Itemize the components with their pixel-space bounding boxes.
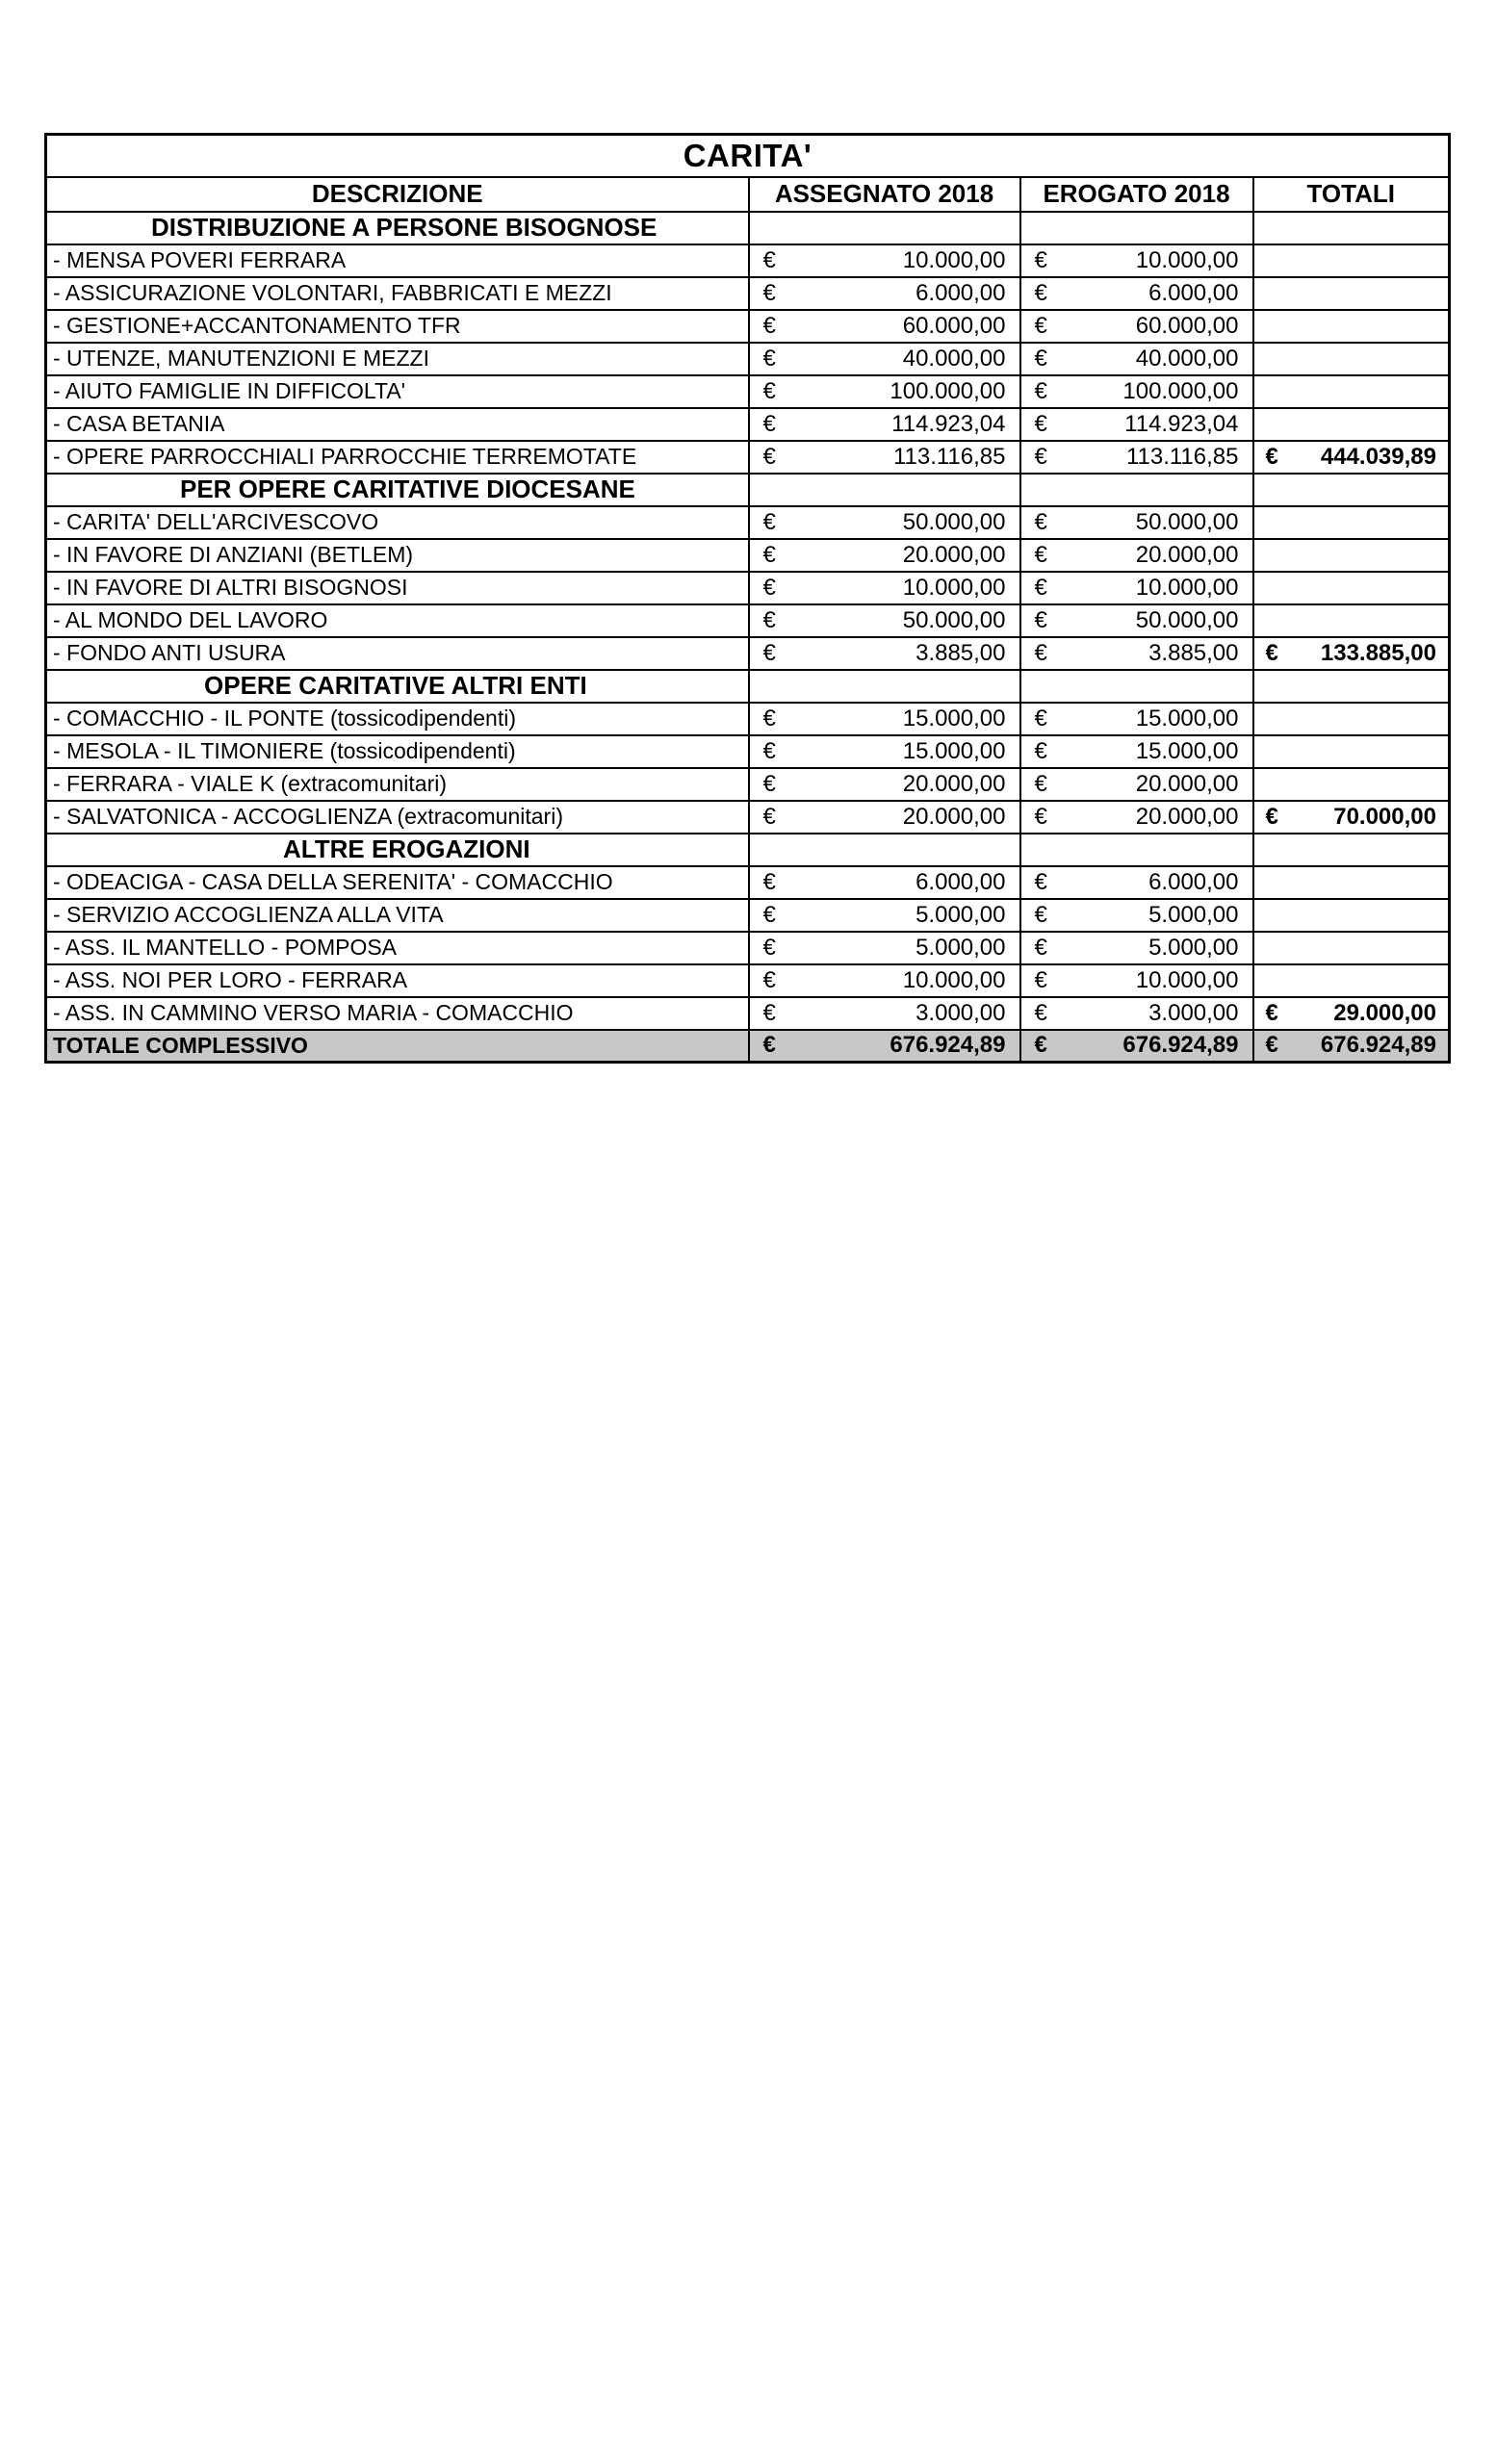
- carita-table: [44, 133, 1451, 1064]
- currency-symbol: €: [762, 541, 776, 568]
- amount: 3.000,00: [916, 999, 1006, 1026]
- carita-table-body: [46, 135, 1450, 1063]
- row-description: - ASS. IL MANTELLO - POMPOSA: [46, 932, 749, 964]
- assegnato-cell-value: [750, 280, 1019, 307]
- assegnato-cell-value: [750, 902, 1019, 929]
- erogato-cell: [1020, 997, 1253, 1030]
- currency-symbol: €: [1034, 639, 1047, 666]
- currency-symbol: €: [1034, 606, 1047, 633]
- grand-erogato-cell: [1020, 1030, 1253, 1063]
- assegnato-cell: [749, 408, 1020, 441]
- currency-symbol: €: [762, 901, 776, 928]
- table-row: [46, 375, 1450, 408]
- totale-cell: [1253, 703, 1450, 735]
- title-row: [46, 135, 1450, 177]
- header-erogato: EROGATO 2018: [1020, 177, 1253, 212]
- amount: 5.000,00: [916, 934, 1006, 961]
- assegnato-cell-value: [750, 935, 1019, 962]
- assegnato-cell-value: [750, 607, 1019, 634]
- table-row: [46, 801, 1450, 834]
- amount: 113.116,85: [1125, 443, 1239, 470]
- row-description: - FONDO ANTI USURA: [46, 637, 749, 670]
- row-description: - MESOLA - IL TIMONIERE (tossicodipendenti): [46, 735, 749, 768]
- row-description: - GESTIONE+ACCANTONAMENTO TFR: [46, 310, 749, 343]
- erogato-cell-value: [1021, 1000, 1252, 1027]
- erogato-cell-value: [1021, 444, 1252, 471]
- totale-cell: [1253, 637, 1450, 670]
- assegnato-cell-value: [750, 706, 1019, 732]
- currency-symbol: €: [762, 639, 776, 666]
- currency-symbol: €: [1265, 1032, 1278, 1059]
- row-description: - SERVIZIO ACCOGLIENZA ALLA VITA: [46, 899, 749, 932]
- row-description: - CARITA' DELL'ARCIVESCOVO: [46, 506, 749, 539]
- amount: 50.000,00: [1135, 508, 1239, 535]
- assegnato-cell: [749, 735, 1020, 768]
- section-heading-row: [46, 474, 1450, 506]
- currency-symbol: €: [762, 345, 776, 372]
- currency-symbol: €: [1034, 705, 1047, 732]
- erogato-cell-value: [1021, 902, 1252, 929]
- assegnato-cell-value: [750, 346, 1019, 372]
- row-description: - AIUTO FAMIGLIE IN DIFFICOLTA': [46, 375, 749, 408]
- amount: 6.000,00: [1148, 279, 1239, 306]
- erogato-cell-value: [1021, 509, 1252, 536]
- erogato-cell-value: [1021, 575, 1252, 602]
- totale-cell: [1253, 310, 1450, 343]
- amount: 20.000,00: [1135, 541, 1239, 568]
- totale-cell: [1253, 244, 1450, 277]
- currency-symbol: €: [1034, 345, 1047, 372]
- table-row: [46, 637, 1450, 670]
- amount: 60.000,00: [1135, 312, 1239, 339]
- assegnato-cell-value: [750, 869, 1019, 896]
- empty-cell: [749, 212, 1020, 244]
- amount: 20.000,00: [902, 770, 1006, 797]
- currency-symbol: €: [762, 737, 776, 764]
- erogato-cell: [1020, 408, 1253, 441]
- erogato-cell: [1020, 572, 1253, 604]
- totale-cell: [1253, 277, 1450, 310]
- amount: 60.000,00: [902, 312, 1006, 339]
- empty-cell: [1253, 834, 1450, 866]
- amount: 133.885,00: [1320, 639, 1436, 666]
- currency-symbol: €: [762, 443, 776, 470]
- table-row: [46, 539, 1450, 572]
- assegnato-cell: [749, 964, 1020, 997]
- amount: 10.000,00: [1135, 246, 1239, 273]
- assegnato-cell: [749, 539, 1020, 572]
- section-heading: ALTRE EROGAZIONI: [46, 834, 749, 866]
- assegnato-cell: [749, 997, 1020, 1030]
- table-row: [46, 244, 1450, 277]
- assegnato-cell-value: [750, 738, 1019, 765]
- assegnato-cell-value: [750, 411, 1019, 438]
- erogato-cell-value: [1021, 411, 1252, 438]
- header-assegnato: ASSEGNATO 2018: [749, 177, 1020, 212]
- totale-cell: [1253, 899, 1450, 932]
- erogato-cell-value: [1021, 346, 1252, 372]
- currency-symbol: €: [1034, 1032, 1047, 1059]
- erogato-cell-value: [1021, 280, 1252, 307]
- table-row: [46, 866, 1450, 899]
- erogato-cell: [1020, 441, 1253, 474]
- row-description: - FERRARA - VIALE K (extracomunitari): [46, 768, 749, 801]
- totale-cell: [1253, 801, 1450, 834]
- erogato-cell: [1020, 310, 1253, 343]
- amount: 15.000,00: [902, 737, 1006, 764]
- amount: 50.000,00: [902, 508, 1006, 535]
- table-row: [46, 572, 1450, 604]
- amount: 40.000,00: [902, 345, 1006, 372]
- table-row: [46, 899, 1450, 932]
- row-description: - SALVATONICA - ACCOGLIENZA (extracomunitari): [46, 801, 749, 834]
- grand-erogato-cell-value: [1021, 1032, 1252, 1059]
- currency-symbol: €: [762, 705, 776, 732]
- table-row: [46, 604, 1450, 637]
- row-description: - ODEACIGA - CASA DELLA SERENITA' - COMACCHIO: [46, 866, 749, 899]
- amount: 20.000,00: [1135, 803, 1239, 830]
- currency-symbol: €: [762, 966, 776, 993]
- erogato-cell: [1020, 637, 1253, 670]
- grand-totale-cell: [1253, 1030, 1450, 1063]
- row-description: - ASS. IN CAMMINO VERSO MARIA - COMACCHIO: [46, 997, 749, 1030]
- currency-symbol: €: [762, 1032, 776, 1059]
- row-description: - UTENZE, MANUTENZIONI E MEZZI: [46, 343, 749, 375]
- currency-symbol: €: [1034, 999, 1047, 1026]
- table-row: [46, 768, 1450, 801]
- totale-cell: [1253, 572, 1450, 604]
- currency-symbol: €: [1034, 966, 1047, 993]
- totale-cell: [1253, 506, 1450, 539]
- totale-cell: [1253, 768, 1450, 801]
- assegnato-cell-value: [750, 509, 1019, 536]
- grand-total-row: [46, 1030, 1450, 1063]
- totale-cell: [1253, 866, 1450, 899]
- currency-symbol: €: [1265, 639, 1278, 666]
- assegnato-cell: [749, 637, 1020, 670]
- assegnato-cell: [749, 310, 1020, 343]
- amount: 6.000,00: [916, 279, 1006, 306]
- table-title: CARITA': [46, 135, 1450, 177]
- empty-cell: [1253, 212, 1450, 244]
- erogato-cell-value: [1021, 313, 1252, 340]
- erogato-cell: [1020, 866, 1253, 899]
- amount: 113.116,85: [892, 443, 1006, 470]
- erogato-cell: [1020, 703, 1253, 735]
- amount: 50.000,00: [902, 606, 1006, 633]
- currency-symbol: €: [1034, 508, 1047, 535]
- empty-cell: [1020, 474, 1253, 506]
- amount: 40.000,00: [1135, 345, 1239, 372]
- currency-symbol: €: [1034, 574, 1047, 601]
- currency-symbol: €: [762, 803, 776, 830]
- currency-symbol: €: [1034, 443, 1047, 470]
- assegnato-cell-value: [750, 247, 1019, 274]
- grand-assegnato-cell: [749, 1030, 1020, 1063]
- assegnato-cell-value: [750, 640, 1019, 667]
- empty-cell: [1253, 474, 1450, 506]
- assegnato-cell: [749, 441, 1020, 474]
- erogato-cell: [1020, 768, 1253, 801]
- erogato-cell-value: [1021, 706, 1252, 732]
- amount: 15.000,00: [1135, 705, 1239, 732]
- table-row: [46, 506, 1450, 539]
- row-description: - AL MONDO DEL LAVORO: [46, 604, 749, 637]
- grand-assegnato-cell-value: [750, 1032, 1019, 1059]
- assegnato-cell-value: [750, 804, 1019, 831]
- amount: 6.000,00: [1148, 868, 1239, 895]
- assegnato-cell: [749, 604, 1020, 637]
- totale-cell: [1253, 343, 1450, 375]
- amount: 3.885,00: [1148, 639, 1239, 666]
- amount: 676.924,89: [890, 1032, 1006, 1059]
- totale-cell-value: [1254, 444, 1449, 471]
- amount: 676.924,89: [1122, 1032, 1239, 1059]
- totale-cell: [1253, 441, 1450, 474]
- empty-cell: [749, 670, 1020, 703]
- section-heading: DISTRIBUZIONE A PERSONE BISOGNOSE: [46, 212, 749, 244]
- table-row: [46, 932, 1450, 964]
- assegnato-cell: [749, 277, 1020, 310]
- empty-cell: [749, 834, 1020, 866]
- totale-cell-value: [1254, 804, 1449, 831]
- assegnato-cell-value: [750, 542, 1019, 569]
- row-description: - IN FAVORE DI ANZIANI (BETLEM): [46, 539, 749, 572]
- amount: 5.000,00: [1148, 934, 1239, 961]
- row-description: - MENSA POVERI FERRARA: [46, 244, 749, 277]
- table-row: [46, 277, 1450, 310]
- amount: 10.000,00: [902, 574, 1006, 601]
- amount: 10.000,00: [1135, 966, 1239, 993]
- amount: 15.000,00: [1135, 737, 1239, 764]
- table-row: [46, 735, 1450, 768]
- row-description: - COMACCHIO - IL PONTE (tossicodipendenti): [46, 703, 749, 735]
- section-heading-row: [46, 670, 1450, 703]
- assegnato-cell-value: [750, 378, 1019, 405]
- currency-symbol: €: [762, 279, 776, 306]
- amount: 100.000,00: [1122, 377, 1239, 404]
- section-heading: PER OPERE CARITATIVE DIOCESANE: [46, 474, 749, 506]
- erogato-cell-value: [1021, 378, 1252, 405]
- assegnato-cell-value: [750, 771, 1019, 798]
- totale-cell: [1253, 932, 1450, 964]
- currency-symbol: €: [1034, 868, 1047, 895]
- currency-symbol: €: [762, 312, 776, 339]
- table-row: [46, 441, 1450, 474]
- assegnato-cell: [749, 506, 1020, 539]
- amount: 114.923,04: [1124, 410, 1239, 437]
- totale-cell: [1253, 375, 1450, 408]
- assegnato-cell-value: [750, 444, 1019, 471]
- table-row: [46, 964, 1450, 997]
- amount: 20.000,00: [1135, 770, 1239, 797]
- amount: 3.885,00: [916, 639, 1006, 666]
- header-totali: TOTALI: [1253, 177, 1450, 212]
- currency-symbol: €: [762, 999, 776, 1026]
- currency-symbol: €: [1034, 410, 1047, 437]
- totale-cell: [1253, 997, 1450, 1030]
- currency-symbol: €: [1034, 377, 1047, 404]
- amount: 10.000,00: [902, 246, 1006, 273]
- currency-symbol: €: [762, 868, 776, 895]
- table-row: [46, 408, 1450, 441]
- assegnato-cell-value: [750, 313, 1019, 340]
- amount: 5.000,00: [916, 901, 1006, 928]
- row-description: - CASA BETANIA: [46, 408, 749, 441]
- empty-cell: [1020, 834, 1253, 866]
- empty-cell: [1020, 212, 1253, 244]
- assegnato-cell: [749, 244, 1020, 277]
- assegnato-cell: [749, 866, 1020, 899]
- totale-cell: [1253, 604, 1450, 637]
- amount: 20.000,00: [902, 803, 1006, 830]
- totale-cell-value: [1254, 640, 1449, 667]
- currency-symbol: €: [1265, 999, 1278, 1026]
- erogato-cell: [1020, 604, 1253, 637]
- amount: 20.000,00: [902, 541, 1006, 568]
- assegnato-cell-value: [750, 575, 1019, 602]
- currency-symbol: €: [1034, 737, 1047, 764]
- amount: 29.000,00: [1333, 999, 1436, 1026]
- header-descrizione: DESCRIZIONE: [46, 177, 749, 212]
- amount: 5.000,00: [1148, 901, 1239, 928]
- amount: 676.924,89: [1320, 1032, 1436, 1059]
- assegnato-cell-value: [750, 1000, 1019, 1027]
- erogato-cell: [1020, 506, 1253, 539]
- currency-symbol: €: [1265, 803, 1278, 830]
- amount: 6.000,00: [916, 868, 1006, 895]
- totale-cell: [1253, 964, 1450, 997]
- totale-cell-value: [1254, 1000, 1449, 1027]
- empty-cell: [1020, 670, 1253, 703]
- row-description: - ASS. NOI PER LORO - FERRARA: [46, 964, 749, 997]
- amount: 114.923,04: [891, 410, 1006, 437]
- erogato-cell-value: [1021, 607, 1252, 634]
- erogato-cell: [1020, 735, 1253, 768]
- amount: 444.039,89: [1320, 443, 1436, 470]
- currency-symbol: €: [762, 770, 776, 797]
- amount: 100.000,00: [890, 377, 1006, 404]
- currency-symbol: €: [762, 410, 776, 437]
- totale-cell: [1253, 539, 1450, 572]
- currency-symbol: €: [1034, 312, 1047, 339]
- erogato-cell-value: [1021, 804, 1252, 831]
- section-heading: OPERE CARITATIVE ALTRI ENTI: [46, 670, 749, 703]
- section-heading-row: [46, 212, 1450, 244]
- erogato-cell-value: [1021, 738, 1252, 765]
- amount: 15.000,00: [902, 705, 1006, 732]
- empty-cell: [1253, 670, 1450, 703]
- table-row: [46, 310, 1450, 343]
- erogato-cell: [1020, 343, 1253, 375]
- amount: 50.000,00: [1135, 606, 1239, 633]
- currency-symbol: €: [762, 377, 776, 404]
- table-row: [46, 703, 1450, 735]
- currency-symbol: €: [762, 246, 776, 273]
- currency-symbol: €: [1034, 803, 1047, 830]
- erogato-cell: [1020, 244, 1253, 277]
- erogato-cell-value: [1021, 247, 1252, 274]
- erogato-cell: [1020, 277, 1253, 310]
- assegnato-cell: [749, 343, 1020, 375]
- totale-cell: [1253, 408, 1450, 441]
- row-description: - IN FAVORE DI ALTRI BISOGNOSI: [46, 572, 749, 604]
- assegnato-cell: [749, 932, 1020, 964]
- erogato-cell: [1020, 375, 1253, 408]
- erogato-cell: [1020, 899, 1253, 932]
- currency-symbol: €: [1034, 279, 1047, 306]
- row-description: - ASSICURAZIONE VOLONTARI, FABBRICATI E MEZZI: [46, 277, 749, 310]
- erogato-cell-value: [1021, 967, 1252, 994]
- currency-symbol: €: [1034, 246, 1047, 273]
- erogato-cell-value: [1021, 640, 1252, 667]
- erogato-cell-value: [1021, 771, 1252, 798]
- erogato-cell: [1020, 932, 1253, 964]
- currency-symbol: €: [762, 574, 776, 601]
- amount: 3.000,00: [1148, 999, 1239, 1026]
- currency-symbol: €: [762, 508, 776, 535]
- currency-symbol: €: [1034, 770, 1047, 797]
- erogato-cell-value: [1021, 869, 1252, 896]
- currency-symbol: €: [1034, 541, 1047, 568]
- erogato-cell-value: [1021, 542, 1252, 569]
- erogato-cell-value: [1021, 935, 1252, 962]
- currency-symbol: €: [1265, 443, 1278, 470]
- assegnato-cell: [749, 768, 1020, 801]
- erogato-cell: [1020, 539, 1253, 572]
- currency-symbol: €: [1034, 901, 1047, 928]
- table-row: [46, 343, 1450, 375]
- amount: 70.000,00: [1333, 803, 1436, 830]
- empty-cell: [749, 474, 1020, 506]
- totale-cell: [1253, 735, 1450, 768]
- header-row: [46, 177, 1450, 212]
- section-heading-row: [46, 834, 1450, 866]
- assegnato-cell-value: [750, 967, 1019, 994]
- row-description: - OPERE PARROCCHIALI PARROCCHIE TERREMOTATE: [46, 441, 749, 474]
- assegnato-cell: [749, 703, 1020, 735]
- erogato-cell: [1020, 801, 1253, 834]
- assegnato-cell: [749, 899, 1020, 932]
- currency-symbol: €: [1034, 934, 1047, 961]
- grand-totale-cell-value: [1254, 1032, 1449, 1059]
- erogato-cell: [1020, 964, 1253, 997]
- assegnato-cell: [749, 375, 1020, 408]
- currency-symbol: €: [762, 606, 776, 633]
- assegnato-cell: [749, 572, 1020, 604]
- grand-total-label: TOTALE COMPLESSIVO: [46, 1030, 749, 1063]
- currency-symbol: €: [762, 934, 776, 961]
- amount: 10.000,00: [1135, 574, 1239, 601]
- table-row: [46, 997, 1450, 1030]
- assegnato-cell: [749, 801, 1020, 834]
- amount: 10.000,00: [902, 966, 1006, 993]
